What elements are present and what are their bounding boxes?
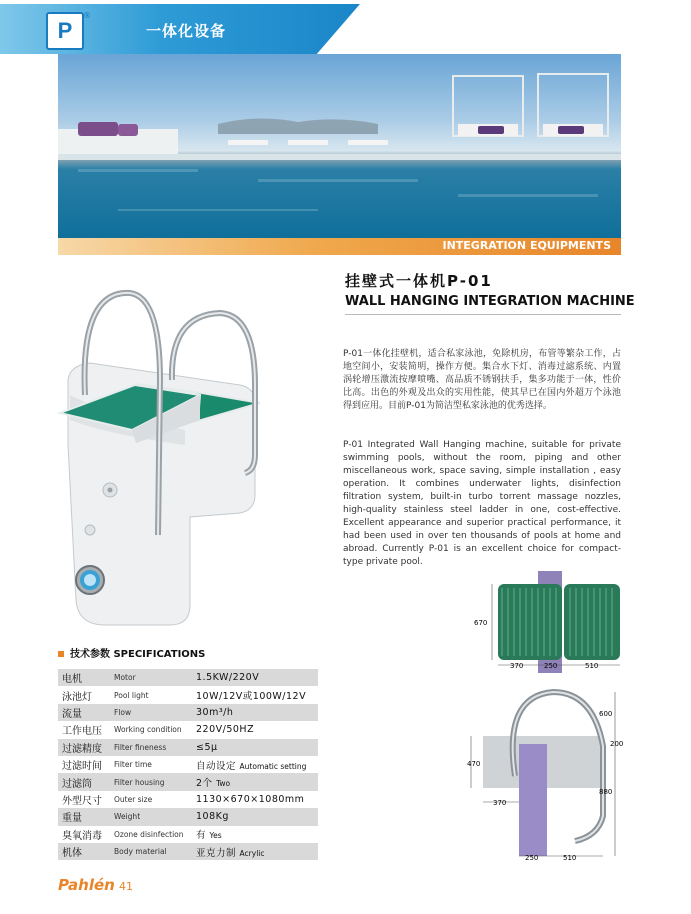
wall-machine-illustration	[50, 285, 290, 635]
specifications-heading	[58, 645, 205, 660]
spec-value-text: 亚克力制	[196, 847, 237, 859]
spec-label-en: Filter fineness	[110, 739, 192, 756]
spec-label-en: Filter time	[114, 760, 152, 770]
spec-label-cn: 过滤时间	[62, 761, 102, 773]
title-divider	[345, 314, 621, 315]
spec-label-cn: 机体	[58, 843, 110, 860]
dim-bottom-1: 250	[525, 854, 539, 862]
spec-value-en: Acrylic	[239, 848, 265, 858]
spec-row	[58, 843, 318, 860]
spec-label-cn: 过滤筒	[58, 773, 110, 790]
spec-label-en: Body material	[110, 843, 192, 860]
product-image	[50, 285, 290, 635]
spec-label-cn: 重量	[58, 808, 110, 825]
dim-width-1: 370	[510, 662, 524, 670]
spec-value-text: 自动设定	[196, 760, 237, 772]
brand-logo: Pahlén	[58, 876, 115, 894]
pool-photo-illustration	[58, 54, 621, 240]
spec-value	[192, 756, 318, 773]
spec-value-en: Yes	[209, 831, 222, 841]
specifications-table	[58, 669, 318, 860]
spec-row	[58, 826, 318, 843]
spec-label-en: Motor	[110, 669, 192, 686]
logo-letter: P	[57, 18, 73, 43]
spec-value	[192, 773, 318, 790]
spec-value	[192, 704, 318, 721]
spec-label-en: Ozone disinfection	[114, 829, 184, 839]
dim-width-left: 370	[493, 799, 507, 807]
description-cn: P-01一体化挂壁机，适合私家泳池，免除机房，布管等繁杂工作，占地空间小，安装简明，操作方便。集合水下灯、消毒过滤系统、内置涡轮增压激流按摩喷嘴、高品质不锈钢扶手，集多功能于一体，性价比高。出色的外观及出众的实用性能，使其早已在国内外超万个泳池得到应用。目前P-01为简洁型私家泳池的优秀选择。	[343, 349, 621, 411]
spec-label-en: Pool light	[114, 690, 149, 700]
wall-section	[519, 744, 547, 856]
spec-value	[192, 843, 318, 860]
spec-row	[58, 721, 318, 738]
spec-label-cn: 过滤精度	[58, 739, 110, 756]
spec-value	[192, 686, 318, 703]
spec-value-text: 1.5KW/220V	[196, 672, 260, 684]
banner-caption: INTEGRATION EQUIPMENTS	[442, 239, 611, 252]
spec-label-en: Weight	[110, 808, 192, 825]
spec-value-text: 2个	[196, 778, 213, 790]
spec-value	[192, 669, 318, 686]
spec-value	[192, 791, 318, 808]
spec-row	[58, 808, 318, 825]
specifications-heading-text: 技术参数 SPECIFICATIONS	[70, 649, 206, 660]
dim-height-left: 470	[467, 760, 481, 768]
spec-label-en: Working condition	[114, 725, 182, 735]
spec-value	[192, 826, 318, 843]
spec-label-en: Filter housing	[110, 773, 192, 790]
dim-height-2: 200	[610, 740, 624, 748]
spec-label-en: Flow	[110, 704, 192, 721]
spec-value-text: 有	[196, 830, 207, 842]
spec-label-cn: 外型尺寸	[62, 795, 102, 807]
spec-label-cn: 电机	[58, 669, 110, 686]
top-view-dimensions	[470, 660, 630, 674]
spec-label-cn: 泳池灯	[62, 691, 92, 703]
dim-depth: 670	[474, 619, 488, 627]
spec-value	[192, 808, 318, 825]
spec-row	[58, 756, 318, 773]
dim-height-3: 880	[599, 788, 613, 796]
spec-value-text: 1130×670×1080mm	[196, 793, 305, 805]
spec-row	[58, 686, 318, 703]
spec-row	[58, 773, 318, 790]
pool-photo	[58, 54, 621, 240]
side-view-diagram	[463, 686, 633, 866]
spec-value-text: ≤5μ	[196, 741, 218, 753]
spec-row	[58, 669, 318, 686]
spec-value-text: 220V/50HZ	[196, 724, 255, 736]
spec-value-text: 30m³/h	[196, 706, 234, 718]
spec-value-en: Two	[216, 779, 231, 789]
registered-mark: ®	[83, 11, 91, 20]
dim-width-2: 250	[544, 662, 558, 670]
spec-value-text: 108Kg	[196, 811, 229, 823]
spec-value	[192, 739, 318, 756]
section-title: 一体化设备	[146, 22, 227, 40]
product-title-cn: 挂壁式一体机P-01	[345, 272, 493, 290]
product-title-en: WALL HANGING INTEGRATION MACHINE	[345, 294, 635, 309]
spec-value-en: Automatic setting	[239, 761, 307, 771]
dim-height-1: 600	[599, 710, 613, 718]
spec-label-en: Outer size	[114, 794, 153, 804]
logo	[46, 12, 84, 50]
spec-label-cn: 流量	[58, 704, 110, 721]
bullet-icon	[58, 651, 64, 657]
spec-value-text: 10W/12V或100W/12V	[196, 691, 307, 703]
description-en: P-01 Integrated Wall Hanging machine, suitable for private swimming pools, without the room, piping and other miscellaneous work, space saving, simple installation , easy operation. It combines underwater lights, disinfection filtration system, built-in turbo torrent massage nozzles, high-quality stainless steel ladder in one, cost-effective. Excellent appearance and superior practical performance, it had been used in over ten thousands of pools at home and abroad. Currently P-01 is an excellent choice for compact-type private pool.	[343, 440, 621, 567]
spec-row	[58, 704, 318, 721]
spec-row	[58, 739, 318, 756]
dim-width-3: 510	[585, 662, 599, 670]
spec-label-cn: 工作电压	[62, 726, 102, 738]
page-number: 41	[119, 880, 133, 893]
dim-bottom-2: 510	[563, 854, 577, 862]
spec-row	[58, 791, 318, 808]
spec-value	[192, 721, 318, 738]
spec-label-cn: 臭氧消毒	[62, 830, 102, 842]
